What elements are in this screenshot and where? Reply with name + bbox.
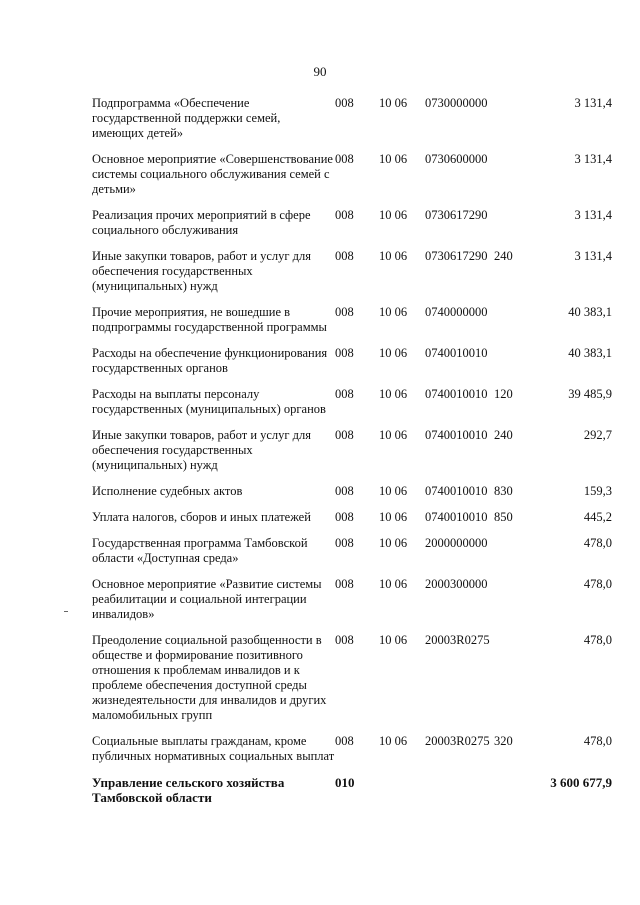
table-row: [92, 305, 612, 346]
row-grbs-code: 008: [335, 536, 354, 550]
row-section-code: 10 06: [379, 484, 408, 498]
row-expense-type-code: 850: [494, 510, 513, 524]
row-amount: 292,7: [583, 428, 612, 442]
row-section-code: 10 06: [379, 577, 408, 591]
row-section-code: 10 06: [379, 387, 408, 401]
table-row: [92, 152, 612, 208]
row-grbs-code: 008: [335, 577, 354, 591]
margin-mark: [64, 611, 68, 612]
row-section-code: 10 06: [379, 510, 408, 524]
page-number: 90: [313, 64, 327, 79]
row-target-code: 0730617290: [425, 208, 488, 222]
row-target-code: 0740010010: [425, 346, 488, 360]
row-target-code: [425, 775, 494, 816]
row-amount: 478,0: [583, 734, 612, 748]
row-name: Реализация прочих мероприятий в сфере социального обслуживания: [92, 208, 311, 237]
row-target-code: 2000000000: [425, 536, 488, 550]
row-grbs-code: 008: [335, 734, 354, 748]
row-expense-type-code: [494, 577, 528, 633]
row-expense-type-code: [494, 96, 528, 152]
table-row: [92, 510, 612, 536]
table-row: [92, 249, 612, 305]
row-name: Управление сельского хозяйства Тамбовской области: [92, 775, 285, 805]
row-name: Исполнение судебных актов: [92, 484, 243, 498]
row-amount: 39 485,9: [568, 387, 612, 401]
row-target-code: 0730600000: [425, 152, 488, 166]
row-expense-type-code: [494, 208, 528, 249]
row-amount: 445,2: [583, 510, 612, 524]
row-section-code: 10 06: [379, 428, 408, 442]
row-target-code: 0730617290: [425, 249, 488, 263]
table-row: [92, 96, 612, 152]
row-name: Расходы на выплаты персоналу государственных (муниципальных) органов: [92, 387, 326, 416]
row-amount: 3 131,4: [574, 249, 612, 263]
row-expense-type-code: [494, 152, 528, 208]
row-grbs-code: 008: [335, 387, 354, 401]
row-grbs-code: 008: [335, 346, 354, 360]
row-section-code: 10 06: [379, 305, 408, 319]
row-expense-type-code: 240: [494, 249, 513, 263]
table-row: [92, 633, 612, 734]
row-grbs-code: 008: [335, 428, 354, 442]
row-amount: 3 600 677,9: [550, 775, 612, 790]
row-target-code: 0740000000: [425, 305, 488, 319]
row-grbs-code: 008: [335, 152, 354, 166]
row-expense-type-code: [494, 346, 528, 387]
table-row: [92, 577, 612, 633]
row-name: Социальные выплаты гражданам, кроме публичных нормативных социальных выплат: [92, 734, 335, 763]
row-target-code: 0740010010: [425, 428, 488, 442]
row-target-code: 0740010010: [425, 510, 488, 524]
row-name: Иные закупки товаров, работ и услуг для обеспечения государственных (муниципальных) нужд: [92, 249, 312, 293]
row-expense-type-code: 240: [494, 428, 513, 442]
row-expense-type-code: 320: [494, 734, 513, 748]
row-name: Расходы на обеспечение функционирования государственных органов: [92, 346, 328, 375]
row-amount: 478,0: [583, 577, 612, 591]
row-name: Иные закупки товаров, работ и услуг для обеспечения государственных (муниципальных) нужд: [92, 428, 312, 472]
row-expense-type-code: 830: [494, 484, 513, 498]
row-amount: 3 131,4: [574, 208, 612, 222]
row-grbs-code: 008: [335, 208, 354, 222]
row-section-code: 10 06: [379, 249, 408, 263]
table-row: [92, 387, 612, 428]
row-expense-type-code: [494, 633, 528, 734]
table-row: [92, 734, 612, 775]
row-amount: 3 131,4: [574, 96, 612, 110]
row-name: Прочие мероприятия, не вошедшие в подпрограммы государственной программы: [92, 305, 327, 334]
row-name: Подпрограмма «Обеспечение государственной поддержки семей, имеющих детей»: [92, 96, 281, 140]
row-section-code: 10 06: [379, 734, 408, 748]
row-amount: 40 383,1: [568, 346, 612, 360]
table-row: [92, 484, 612, 510]
row-target-code: 0740010010: [425, 387, 488, 401]
row-target-code: 20003R0275: [425, 734, 490, 748]
row-expense-type-code: [494, 775, 528, 816]
row-name: Основное мероприятие «Развитие системы реабилитации и социальной интеграции инвалидов»: [92, 577, 322, 621]
row-section-code: [379, 775, 425, 816]
row-expense-type-code: [494, 536, 528, 577]
row-target-code: 2000300000: [425, 577, 488, 591]
row-grbs-code: 010: [335, 775, 355, 790]
table-row: [92, 208, 612, 249]
budget-table-body: [92, 96, 612, 816]
row-grbs-code: 008: [335, 249, 354, 263]
row-grbs-code: 008: [335, 305, 354, 319]
row-section-code: 10 06: [379, 152, 408, 166]
row-name: Преодоление социальной разобщенности в обществе и формирование позитивного отношения к проблемам инвалидов и к проблеме обеспечения доступной среды жизнедеятельности для инвалидов и других маломобильных групп: [92, 633, 327, 722]
row-amount: 3 131,4: [574, 152, 612, 166]
row-name: Государственная программа Тамбовской области «Доступная среда»: [92, 536, 308, 565]
row-section-code: 10 06: [379, 96, 408, 110]
row-grbs-code: 008: [335, 633, 354, 647]
row-grbs-code: 008: [335, 510, 354, 524]
row-name: Уплата налогов, сборов и иных платежей: [92, 510, 311, 524]
table-row: [92, 775, 612, 816]
row-amount: 40 383,1: [568, 305, 612, 319]
row-expense-type-code: 120: [494, 387, 513, 401]
row-section-code: 10 06: [379, 346, 408, 360]
row-expense-type-code: [494, 305, 528, 346]
budget-table: [92, 96, 612, 816]
row-amount: 478,0: [583, 536, 612, 550]
row-target-code: 0740010010: [425, 484, 488, 498]
row-target-code: 20003R0275: [425, 633, 490, 647]
row-section-code: 10 06: [379, 536, 408, 550]
table-row: [92, 536, 612, 577]
row-target-code: 0730000000: [425, 96, 488, 110]
row-grbs-code: 008: [335, 96, 354, 110]
row-grbs-code: 008: [335, 484, 354, 498]
table-row: [92, 346, 612, 387]
row-amount: 159,3: [583, 484, 612, 498]
row-amount: 478,0: [583, 633, 612, 647]
table-row: [92, 428, 612, 484]
row-name: Основное мероприятие «Совершенствование системы социального обслуживания семей с детьми»: [92, 152, 333, 196]
row-section-code: 10 06: [379, 633, 408, 647]
row-section-code: 10 06: [379, 208, 408, 222]
